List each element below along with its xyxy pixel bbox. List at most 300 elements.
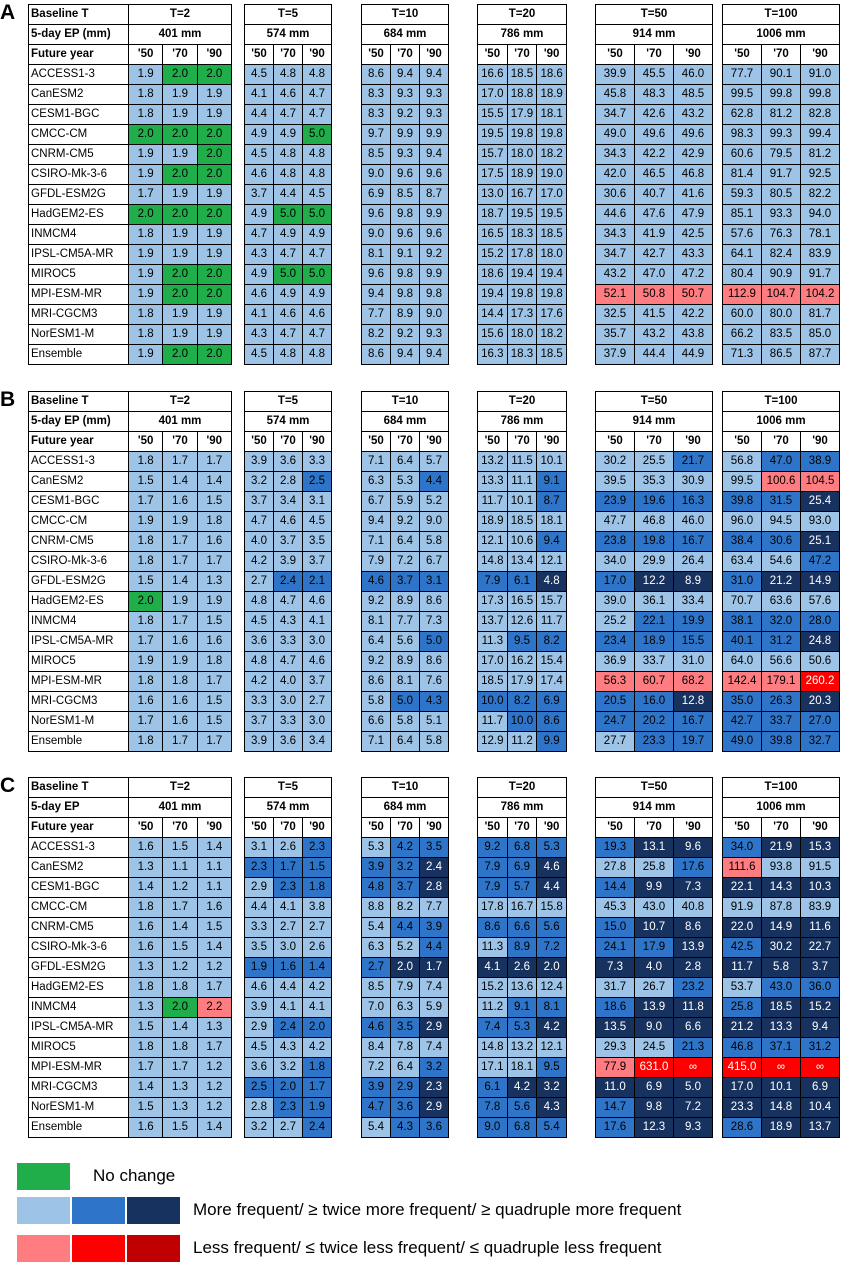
value-cell: 1.8 — [129, 305, 163, 325]
table-row — [245, 878, 332, 898]
value-cell: 4.0 — [635, 958, 674, 978]
value-cell: 1.3 — [163, 1098, 197, 1118]
value-cell: 1.9 — [197, 85, 231, 105]
value-cell: 8.9 — [391, 305, 420, 325]
ep-value-header: 684 mm — [362, 25, 449, 45]
value-cell: 16.5 — [478, 225, 508, 245]
value-cell: 1.7 — [197, 672, 231, 692]
row-label-future-year: Future year — [29, 432, 129, 452]
value-cell: 70.7 — [723, 592, 762, 612]
value-cell: 1.7 — [303, 1078, 332, 1098]
table-row — [362, 572, 449, 592]
table-row — [478, 452, 567, 472]
year-header: '90 — [420, 818, 449, 838]
table-row — [29, 305, 232, 325]
value-cell: 4.0 — [245, 532, 274, 552]
value-cell: 14.7 — [596, 1098, 635, 1118]
value-cell: 4.9 — [274, 225, 303, 245]
value-cell: 2.0 — [197, 345, 231, 365]
model-name: CMCC-CM — [29, 125, 129, 145]
value-cell: 17.9 — [635, 938, 674, 958]
value-cell: 4.4 — [274, 185, 303, 205]
value-cell: 4.5 — [303, 512, 332, 532]
value-cell: 8.9 — [507, 938, 537, 958]
value-cell: 5.9 — [420, 998, 449, 1018]
value-cell: 8.6 — [420, 652, 449, 672]
value-cell: 1.7 — [197, 1038, 231, 1058]
value-cell: 9.3 — [420, 325, 449, 345]
model-name: NorESM1-M — [29, 1098, 129, 1118]
value-cell: 2.0 — [197, 285, 231, 305]
value-cell: 25.8 — [723, 998, 762, 1018]
value-cell: 78.1 — [801, 225, 840, 245]
value-cell: 17.0 — [596, 572, 635, 592]
return-period-header: T=10 — [362, 392, 449, 412]
model-name: NorESM1-M — [29, 712, 129, 732]
value-cell: 1.9 — [163, 245, 197, 265]
table-row — [723, 165, 840, 185]
table-row — [362, 552, 449, 572]
value-cell: 1.9 — [163, 512, 197, 532]
table-row — [596, 632, 713, 652]
table-row — [29, 918, 232, 938]
value-cell: 1.8 — [129, 672, 163, 692]
value-cell: 18.9 — [762, 1118, 801, 1138]
value-cell: 19.7 — [674, 732, 713, 752]
value-cell: 26.3 — [762, 692, 801, 712]
value-cell: 9.9 — [420, 265, 449, 285]
value-cell: 1.8 — [129, 452, 163, 472]
value-cell: 9.0 — [362, 165, 391, 185]
ep-value-header: 574 mm — [245, 798, 332, 818]
value-cell: 3.9 — [362, 1078, 391, 1098]
value-cell: 18.5 — [507, 512, 537, 532]
table-row — [29, 898, 232, 918]
legend-swatch-twice-less — [71, 1234, 126, 1263]
value-cell: 18.5 — [537, 225, 567, 245]
table-row — [478, 692, 567, 712]
year-header: '50 — [478, 45, 508, 65]
table-row — [245, 612, 332, 632]
value-cell: 37.1 — [762, 1038, 801, 1058]
value-cell: 9.4 — [362, 512, 391, 532]
value-cell: 41.6 — [674, 185, 713, 205]
value-cell: 15.0 — [596, 918, 635, 938]
value-cell: 6.9 — [507, 858, 537, 878]
table-row — [362, 532, 449, 552]
value-cell: 19.3 — [596, 838, 635, 858]
value-cell: 5.4 — [362, 918, 391, 938]
year-header: '50 — [478, 818, 508, 838]
value-cell: 17.0 — [478, 652, 508, 672]
table-row — [596, 712, 713, 732]
value-cell: 19.8 — [537, 125, 567, 145]
model-name: NorESM1-M — [29, 325, 129, 345]
value-cell: 99.5 — [723, 472, 762, 492]
table-row — [723, 452, 840, 472]
value-cell: 1.6 — [163, 692, 197, 712]
value-cell: 19.8 — [635, 532, 674, 552]
value-cell: 59.3 — [723, 185, 762, 205]
table-row — [596, 145, 713, 165]
value-cell: 4.4 — [245, 898, 274, 918]
value-cell: 9.6 — [674, 838, 713, 858]
table-row — [596, 898, 713, 918]
value-cell: 34.0 — [596, 552, 635, 572]
value-cell: 4.6 — [245, 165, 274, 185]
value-cell: 9.2 — [391, 325, 420, 345]
value-cell: 3.7 — [303, 672, 332, 692]
value-cell: 4.7 — [274, 652, 303, 672]
value-cell: 45.8 — [596, 85, 635, 105]
value-cell: 4.7 — [274, 245, 303, 265]
value-cell: 64.1 — [723, 245, 762, 265]
value-cell: 6.3 — [362, 938, 391, 958]
value-cell: 18.9 — [478, 512, 508, 532]
model-name: MIROC5 — [29, 1038, 129, 1058]
table-row — [723, 145, 840, 165]
table-row — [245, 65, 332, 85]
value-cell: 2.8 — [274, 472, 303, 492]
value-cell: 28.0 — [801, 612, 840, 632]
table-row — [362, 898, 449, 918]
year-header: '50 — [129, 45, 163, 65]
value-cell: 2.8 — [420, 878, 449, 898]
value-cell: 3.5 — [391, 1018, 420, 1038]
value-cell: 9.0 — [362, 225, 391, 245]
value-cell: 4.7 — [274, 592, 303, 612]
row-label-ep: 5-day EP — [29, 798, 129, 818]
value-cell: 4.2 — [391, 838, 420, 858]
value-cell: 104.5 — [801, 472, 840, 492]
value-cell: 91.7 — [801, 265, 840, 285]
year-header: '70 — [163, 45, 197, 65]
table-row — [29, 105, 232, 125]
value-cell: 104.7 — [762, 285, 801, 305]
value-cell: 90.9 — [762, 265, 801, 285]
year-header: '90 — [537, 45, 567, 65]
table-row — [723, 245, 840, 265]
table-row — [245, 732, 332, 752]
model-name: CESM1-BGC — [29, 492, 129, 512]
year-header: '70 — [274, 818, 303, 838]
value-cell: 2.0 — [197, 265, 231, 285]
value-cell: 83.5 — [762, 325, 801, 345]
value-cell: 2.4 — [274, 1018, 303, 1038]
value-cell: 4.8 — [537, 572, 567, 592]
value-cell: 30.2 — [596, 452, 635, 472]
table-row — [478, 65, 567, 85]
year-header: '50 — [723, 818, 762, 838]
table-row — [723, 632, 840, 652]
value-cell: 49.6 — [635, 125, 674, 145]
value-cell: 1.6 — [274, 958, 303, 978]
value-cell: 60.0 — [723, 305, 762, 325]
value-cell: 47.0 — [635, 265, 674, 285]
value-cell: 76.3 — [762, 225, 801, 245]
value-cell: 1.7 — [163, 612, 197, 632]
value-cell: 1.7 — [274, 858, 303, 878]
value-cell: 1.8 — [129, 105, 163, 125]
value-cell: 2.4 — [420, 858, 449, 878]
value-cell: 1.9 — [163, 85, 197, 105]
value-cell: 1.6 — [129, 918, 163, 938]
table-row — [596, 452, 713, 472]
value-cell: 31.2 — [801, 1038, 840, 1058]
value-cell: 21.2 — [762, 572, 801, 592]
value-cell: 3.7 — [391, 878, 420, 898]
value-cell: 8.4 — [362, 1038, 391, 1058]
value-cell: 30.2 — [762, 938, 801, 958]
table-row — [29, 878, 232, 898]
table-row — [478, 1118, 567, 1138]
table-row — [596, 732, 713, 752]
value-cell: 40.1 — [723, 632, 762, 652]
value-cell: 43.8 — [674, 325, 713, 345]
table-row — [478, 878, 567, 898]
table-row — [596, 1098, 713, 1118]
model-name: GFDL-ESM2G — [29, 572, 129, 592]
value-cell: 53.7 — [723, 978, 762, 998]
value-cell: 6.4 — [391, 732, 420, 752]
table-row — [596, 65, 713, 85]
year-header: '90 — [674, 45, 713, 65]
table-row — [362, 1038, 449, 1058]
value-cell: 9.1 — [391, 245, 420, 265]
value-cell: 52.1 — [596, 285, 635, 305]
value-cell: 23.8 — [596, 532, 635, 552]
value-cell: 4.8 — [274, 165, 303, 185]
value-cell: 2.0 — [197, 165, 231, 185]
value-cell: 1.3 — [163, 1078, 197, 1098]
table-row — [29, 225, 232, 245]
value-cell: 4.7 — [362, 1098, 391, 1118]
value-cell: 81.2 — [801, 145, 840, 165]
table-row — [478, 305, 567, 325]
return-period-header: T=10 — [362, 778, 449, 798]
panel-b — [0, 387, 844, 772]
value-cell: 13.7 — [801, 1118, 840, 1138]
value-cell: 42.5 — [723, 938, 762, 958]
value-cell: 50.6 — [801, 652, 840, 672]
value-cell: 3.4 — [274, 492, 303, 512]
ep-value-header: 684 mm — [362, 412, 449, 432]
value-cell: 4.7 — [303, 325, 332, 345]
value-cell: 9.8 — [635, 1098, 674, 1118]
value-cell: 4.4 — [420, 938, 449, 958]
value-cell: 34.3 — [596, 225, 635, 245]
value-cell: 4.2 — [303, 1038, 332, 1058]
value-cell: 111.6 — [723, 858, 762, 878]
value-cell: 1.7 — [197, 452, 231, 472]
value-cell: 50.7 — [674, 285, 713, 305]
value-cell: 7.0 — [362, 998, 391, 1018]
value-cell: 71.3 — [723, 345, 762, 365]
table-row — [478, 125, 567, 145]
value-cell: 38.1 — [723, 612, 762, 632]
table-row — [596, 918, 713, 938]
model-name: MRI-CGCM3 — [29, 692, 129, 712]
return-period-table — [361, 777, 449, 1138]
value-cell: 91.0 — [801, 65, 840, 85]
value-cell: 6.8 — [507, 1118, 537, 1138]
value-cell: 19.5 — [507, 205, 537, 225]
year-header: '70 — [391, 818, 420, 838]
value-cell: 1.1 — [197, 858, 231, 878]
ep-value-header: 401 mm — [129, 412, 232, 432]
value-cell: 17.4 — [537, 672, 567, 692]
value-cell: 2.7 — [274, 1118, 303, 1138]
value-cell: 4.8 — [274, 345, 303, 365]
value-cell: 7.9 — [391, 978, 420, 998]
table-row — [478, 532, 567, 552]
table-row — [723, 572, 840, 592]
value-cell: 29.3 — [596, 1038, 635, 1058]
year-header: '90 — [420, 432, 449, 452]
value-cell: 1.8 — [163, 672, 197, 692]
value-cell: 2.0 — [163, 998, 197, 1018]
value-cell: 85.1 — [723, 205, 762, 225]
value-cell: 5.7 — [420, 452, 449, 472]
value-cell: 99.8 — [801, 85, 840, 105]
table-row — [596, 512, 713, 532]
value-cell: 47.2 — [801, 552, 840, 572]
model-name: Ensemble — [29, 1118, 129, 1138]
value-cell: 1.9 — [303, 1098, 332, 1118]
model-name: INMCM4 — [29, 612, 129, 632]
table-row — [245, 938, 332, 958]
return-period-table — [28, 4, 232, 365]
table-row — [245, 265, 332, 285]
table-row — [478, 85, 567, 105]
value-cell: 179.1 — [762, 672, 801, 692]
value-cell: ∞ — [762, 1058, 801, 1078]
value-cell: 3.7 — [391, 572, 420, 592]
value-cell: 8.6 — [420, 592, 449, 612]
table-row — [362, 938, 449, 958]
value-cell: 5.8 — [762, 958, 801, 978]
table-row — [596, 85, 713, 105]
return-period-header: T=20 — [478, 5, 567, 25]
value-cell: 9.9 — [537, 732, 567, 752]
value-cell: 20.2 — [635, 712, 674, 732]
value-cell: 5.3 — [362, 838, 391, 858]
value-cell: 50.8 — [635, 285, 674, 305]
model-name: CESM1-BGC — [29, 878, 129, 898]
table-row — [596, 105, 713, 125]
ep-value-header: 1006 mm — [723, 25, 840, 45]
value-cell: 3.1 — [303, 492, 332, 512]
value-cell: 34.7 — [596, 105, 635, 125]
table-row — [723, 692, 840, 712]
value-cell: 16.7 — [674, 712, 713, 732]
value-cell: 16.3 — [478, 345, 508, 365]
value-cell: 1.6 — [163, 712, 197, 732]
value-cell: 16.0 — [635, 692, 674, 712]
return-period-table — [722, 391, 840, 752]
value-cell: 4.3 — [274, 1038, 303, 1058]
value-cell: 4.6 — [537, 858, 567, 878]
value-cell: 3.3 — [245, 692, 274, 712]
value-cell: 6.4 — [391, 532, 420, 552]
table-row — [362, 838, 449, 858]
value-cell: 25.1 — [801, 532, 840, 552]
value-cell: 31.0 — [674, 652, 713, 672]
value-cell: 1.7 — [129, 1058, 163, 1078]
value-cell: 3.2 — [274, 1058, 303, 1078]
value-cell: 1.8 — [303, 1058, 332, 1078]
value-cell: 7.6 — [420, 672, 449, 692]
value-cell: 47.9 — [674, 205, 713, 225]
table-row — [362, 1058, 449, 1078]
table-row — [723, 858, 840, 878]
model-name: HadGEM2-ES — [29, 205, 129, 225]
table-row — [362, 265, 449, 285]
value-cell: 26.4 — [674, 552, 713, 572]
value-cell: 13.2 — [478, 452, 508, 472]
value-cell: 1.2 — [163, 958, 197, 978]
value-cell: 9.3 — [420, 85, 449, 105]
year-header: '90 — [674, 432, 713, 452]
value-cell: 1.3 — [197, 572, 231, 592]
value-cell: 6.3 — [362, 472, 391, 492]
value-cell: 1.4 — [197, 472, 231, 492]
value-cell: 40.7 — [635, 185, 674, 205]
table-row — [29, 1058, 232, 1078]
value-cell: 2.0 — [163, 125, 197, 145]
value-cell: 91.7 — [762, 165, 801, 185]
return-period-table — [28, 391, 232, 752]
value-cell: 5.6 — [537, 918, 567, 938]
value-cell: 4.6 — [274, 305, 303, 325]
table-row — [478, 472, 567, 492]
value-cell: 35.3 — [635, 472, 674, 492]
value-cell: 25.2 — [596, 612, 635, 632]
value-cell: 14.8 — [478, 1038, 508, 1058]
table-row — [596, 245, 713, 265]
value-cell: 11.5 — [507, 452, 537, 472]
value-cell: 3.7 — [245, 492, 274, 512]
value-cell: 15.7 — [478, 145, 508, 165]
value-cell: 19.4 — [478, 285, 508, 305]
table-row — [362, 878, 449, 898]
table-row — [478, 858, 567, 878]
table-row — [596, 165, 713, 185]
value-cell: 2.0 — [197, 125, 231, 145]
table-row — [245, 858, 332, 878]
table-row — [245, 692, 332, 712]
value-cell: 1.8 — [129, 325, 163, 345]
value-cell: 2.4 — [274, 572, 303, 592]
value-cell: 21.2 — [723, 1018, 762, 1038]
table-row — [362, 205, 449, 225]
value-cell: 9.0 — [420, 512, 449, 532]
value-cell: 1.7 — [129, 492, 163, 512]
table-row — [723, 265, 840, 285]
year-header: '90 — [801, 45, 840, 65]
value-cell: 1.6 — [129, 838, 163, 858]
return-period-table — [595, 4, 713, 365]
value-cell: 56.3 — [596, 672, 635, 692]
year-header: '70 — [274, 45, 303, 65]
value-cell: 9.1 — [507, 998, 537, 1018]
year-header: '90 — [674, 818, 713, 838]
value-cell: 6.9 — [537, 692, 567, 712]
value-cell: 5.0 — [303, 205, 332, 225]
value-cell: 18.3 — [507, 225, 537, 245]
value-cell: 142.4 — [723, 672, 762, 692]
value-cell: 47.0 — [762, 452, 801, 472]
